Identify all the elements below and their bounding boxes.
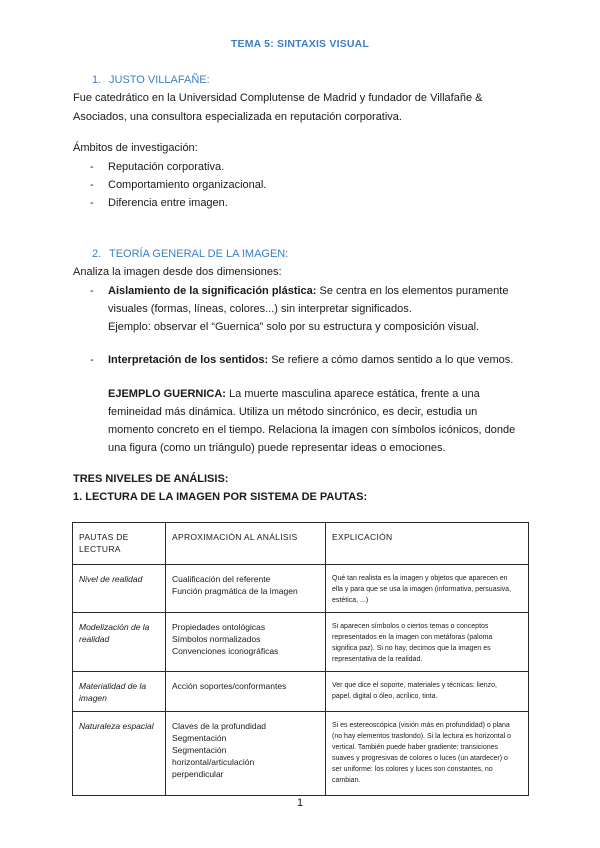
table-row <box>73 613 529 672</box>
cell-line: Modelización de la <box>79 622 150 632</box>
cell-line: Símbolos normalizados <box>172 634 261 644</box>
cell-line: suaves y progresivas de colores o luces (un atardecer) o <box>332 755 508 762</box>
cell-line: imagen <box>79 693 107 703</box>
cell-line: perpendicular <box>172 769 224 779</box>
cell-explicacion <box>326 565 529 613</box>
bullet-1-line-2: visuales (formas, líneas, colores...) sin interpretar significados. <box>108 303 412 315</box>
example-line-4: una figura (como un triángulo) puede representar ideas o emociones. <box>108 442 446 454</box>
cell-explicacion <box>326 613 529 672</box>
bullet-2-text: Se refiere a cómo damos sentido a lo que vemos. <box>268 354 514 366</box>
page-number: 1 <box>296 797 304 809</box>
cell-pauta <box>73 712 166 796</box>
cell-line: vertical. También puede haber gradiente: transiciones <box>332 744 499 751</box>
bullet-dash: - <box>90 354 94 366</box>
pautas-table <box>72 522 529 796</box>
section-1-intro-line-1: Fue catedrático en la Universidad Complutense de Madrid y fundador de Villafañe & <box>73 92 483 104</box>
header-aproximacion: APROXIMACIÓN AL ANÁLISIS <box>166 523 326 565</box>
cell-line: Propiedades ontológicas <box>172 622 266 632</box>
header-pautas-line: LECTURA <box>79 544 121 554</box>
example-text-1: La muerte masculina aparece estática, frente a una <box>225 388 480 400</box>
cell-explicacion <box>326 672 529 712</box>
section-1-number: 1. <box>92 74 102 86</box>
cell-line: Ver que dice el soporte, materiales y técnicas: lienzo, <box>332 682 497 689</box>
ambito-item: Reputación corporativa. <box>108 161 225 173</box>
bullet-1-text-1: Se centra en los elementos puramente <box>316 285 509 297</box>
table-row <box>73 672 529 712</box>
example-line-2: femineidad más dinámica. Utiliza un método sincrónico, es decir, estudia un <box>108 406 478 418</box>
cell-aproximacion <box>166 613 326 672</box>
cell-line: horizontal/articulación <box>172 757 255 767</box>
cell-pauta <box>73 565 166 613</box>
cell-explicacion <box>326 712 529 796</box>
cell-line: estética, ...) <box>332 597 369 604</box>
header-pautas <box>73 523 166 565</box>
ambito-item: Diferencia entre imagen. <box>108 197 228 209</box>
header-explicacion: EXPLICACIÓN <box>326 523 529 565</box>
section-1-heading-text: JUSTO VILLAFAÑE: <box>109 74 210 86</box>
cell-line: Segmentación <box>172 745 227 755</box>
cell-line: Claves de la profundidad <box>172 721 267 731</box>
bullet-dash: - <box>90 285 94 297</box>
cell-line: Segmentación <box>172 733 227 743</box>
bullet-dash: - <box>90 197 94 209</box>
ambitos-label: Ámbitos de investigación: <box>73 142 198 154</box>
example-line-3: momento concreto en el tiempo. Relaciona la imagen con símbolos icónicos, donde <box>108 424 516 436</box>
bullet-1-line-1 <box>108 282 528 301</box>
cell-line: Cualificación del referente <box>172 574 271 584</box>
cell-line: (no hay elementos trasfondo). Si la lectura es horizontal o <box>332 733 511 740</box>
section-2-intro: Analiza la imagen desde dos dimensiones: <box>73 266 282 278</box>
cell-line: representados en la imagen con metáforas (paloma <box>332 634 493 641</box>
cell-line: Si aparecen símbolos o ciertos temas o conceptos <box>332 623 489 630</box>
bullet-1-line-3: Ejemplo: observar el “Guernica” solo por su estructura y composición visual. <box>108 321 480 333</box>
table-row <box>73 712 529 796</box>
section-2-heading-text: TEORÍA GENERAL DE LA IMAGEN: <box>109 248 289 260</box>
table-header-row <box>73 523 529 565</box>
niveles-heading: TRES NIVELES DE ANÁLISIS: <box>73 473 229 485</box>
cell-aproximacion <box>166 712 326 796</box>
cell-aproximacion <box>166 565 326 613</box>
bullet-dash: - <box>90 179 94 191</box>
cell-line: Nivel de realidad <box>79 574 143 584</box>
section-1-intro-line-2: Asociados, una consultora especializada en reputación corporativa. <box>73 111 402 123</box>
cell-line: Acción soportes/conformantes <box>172 681 287 691</box>
cell-line: papel, digital o óleo, acrílico, tinta. <box>332 693 438 700</box>
example-line-1 <box>108 385 528 404</box>
example-bold: EJEMPLO GUERNICA: <box>108 388 226 400</box>
cell-aproximacion <box>166 672 326 712</box>
section-2-number: 2. <box>92 248 102 260</box>
bullet-2-line <box>108 351 528 370</box>
cell-line: significa paz). Si no hay, decimos que la imagen es <box>332 645 491 652</box>
cell-line: Materialidad de la <box>79 681 147 691</box>
cell-line: ser uniforme: los colores y luces son constantes, no <box>332 766 493 773</box>
bullet-2-bold: Interpretación de los sentidos: <box>108 354 269 366</box>
cell-line: Convenciones iconográficas <box>172 646 279 656</box>
cell-line: representativa de la realidad. <box>332 656 423 663</box>
section-2-heading <box>92 248 288 260</box>
bullet-dash: - <box>90 161 94 173</box>
cell-line: Función pragmática de la imagen <box>172 586 298 596</box>
cell-line: Si es estereoscópica (visión más en profundidad) o plana <box>332 722 510 729</box>
cell-line: cambian. <box>332 777 361 784</box>
bullet-1-bold: Aislamiento de la significación plástica: <box>108 285 317 297</box>
cell-line: realidad <box>79 634 110 644</box>
niveles-subheading: 1. LECTURA DE LA IMAGEN POR SISTEMA DE PAUTAS: <box>73 491 368 503</box>
cell-pauta <box>73 613 166 672</box>
document-title: TEMA 5: SINTAXIS VISUAL <box>230 38 370 50</box>
cell-pauta <box>73 672 166 712</box>
ambito-item: Comportamiento organizacional. <box>108 179 267 191</box>
header-pautas-line: PAUTAS DE <box>79 532 129 542</box>
section-1-heading <box>92 74 210 86</box>
table-row <box>73 565 529 613</box>
cell-line: ella y para que se usa la imagen (informativa, persuasiva, <box>332 586 511 593</box>
cell-line: Qué tan realista es la imagen y objetos que aparecen en <box>332 575 508 582</box>
cell-line: Naturaleza espacial <box>79 721 154 731</box>
